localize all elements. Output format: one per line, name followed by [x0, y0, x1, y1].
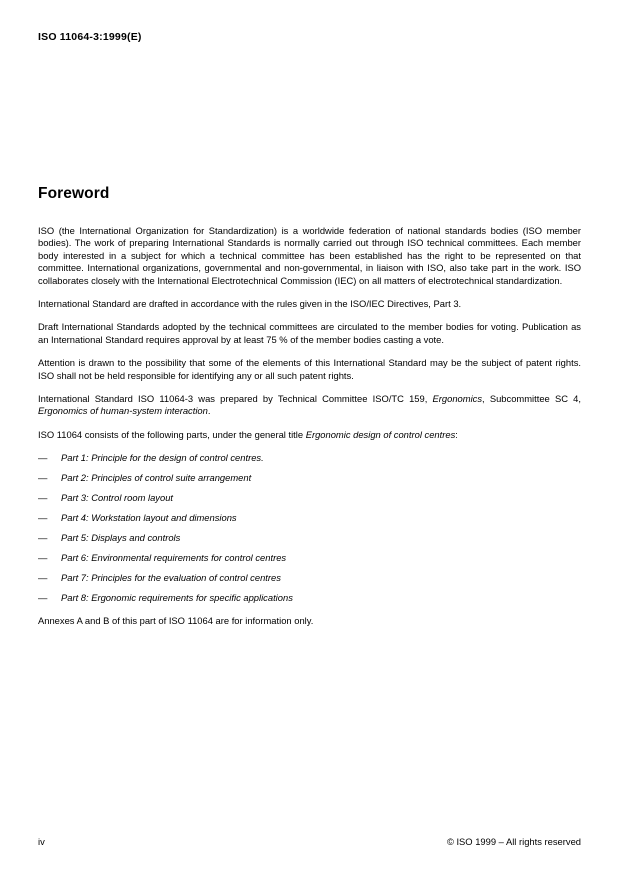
list-item [38, 592, 581, 604]
list-item [38, 512, 581, 524]
list-item [38, 532, 581, 544]
list-dash: — [38, 571, 48, 583]
list-item-label: Part 4: Workstation layout and dimensions [61, 512, 237, 523]
prepared-by-middle: , Subcommittee SC 4, [482, 393, 581, 405]
parts-intro-general-title: Ergonomic design of control centres [305, 428, 456, 440]
prepared-by-subcommittee-name: Ergonomics of human-system interaction [38, 405, 208, 417]
paragraph-voting: Draft International Standards adopted by the technical committees are circulated to the member bodies for voting. Publication as an International Standard requires approval by at least 75 % of the member bodies casting a vote. [38, 321, 581, 345]
paragraph-patent-rights: Attention is drawn to the possibility that some of the elements of this International Standard may be the subject of patent rights. ISO shall not be held responsible for identifying any or all such patent rights. [38, 357, 581, 381]
paragraph-iso-description: ISO (the International Organization for Standardization) is a worldwide federation of national standards bodies (ISO member bodies). The work of preparing International Standards is normally carried out through ISO technical committees. Each member body interested in a subject for which a technical committee has been established has the right to be represented on that committee. International organizations, governmental and non-governmental, in liaison with ISO, also take part in the work. ISO collaborates closely with the International Electrotechnical Commission (IEC) on all matters of electrotechnical standardization. [38, 225, 581, 286]
list-dash: — [38, 551, 48, 563]
page-header-standard-ref: ISO 11064-3:1999(E) [38, 31, 142, 43]
prepared-by-committee-name: Ergonomics [432, 393, 483, 405]
prepared-by-suffix: . [207, 405, 211, 417]
list-item [38, 472, 581, 484]
parts-list [38, 452, 581, 604]
page-title: Foreword [38, 185, 110, 202]
page-content [38, 185, 581, 638]
page-number: iv [38, 836, 45, 847]
parts-intro-suffix: : [455, 428, 458, 440]
list-item-label: Part 6: Environmental requirements for control centres [61, 551, 287, 563]
copyright-notice: © ISO 1999 – All rights reserved [446, 836, 581, 847]
paragraph-prepared-by [38, 393, 581, 418]
parts-intro-prefix: ISO 11064 consists of the following parts, under the general title [38, 428, 306, 440]
list-dash: — [38, 452, 48, 464]
list-dash: — [38, 591, 48, 603]
list-item [38, 572, 581, 584]
list-dash: — [38, 472, 48, 484]
list-item [38, 452, 581, 464]
list-item-label: Part 5: Displays and controls [61, 531, 181, 543]
paragraph-parts-intro [38, 429, 581, 441]
list-item [38, 492, 581, 504]
list-item-label: Part 1: Principle for the design of control centres. [61, 452, 264, 464]
list-dash: — [38, 531, 48, 543]
list-dash: — [38, 512, 48, 523]
list-item-label: Part 7: Principles for the evaluation of control centres [61, 571, 281, 583]
list-dash: — [38, 492, 48, 504]
list-item-label: Part 3: Control room layout [61, 492, 174, 504]
list-item [38, 552, 581, 564]
paragraph-annexes-note: Annexes A and B of this part of ISO 11064 are for information only. [38, 615, 314, 627]
prepared-by-prefix: International Standard ISO 11064-3 was prepared by Technical Committee ISO/TC 159, [38, 393, 433, 405]
list-item-label: Part 2: Principles of control suite arrangement [61, 472, 252, 484]
list-item-label: Part 8: Ergonomic requirements for specific applications [61, 591, 293, 603]
paragraph-drafting-rules: International Standard are drafted in accordance with the rules given in the ISO/IEC Directives, Part 3. [38, 298, 462, 310]
